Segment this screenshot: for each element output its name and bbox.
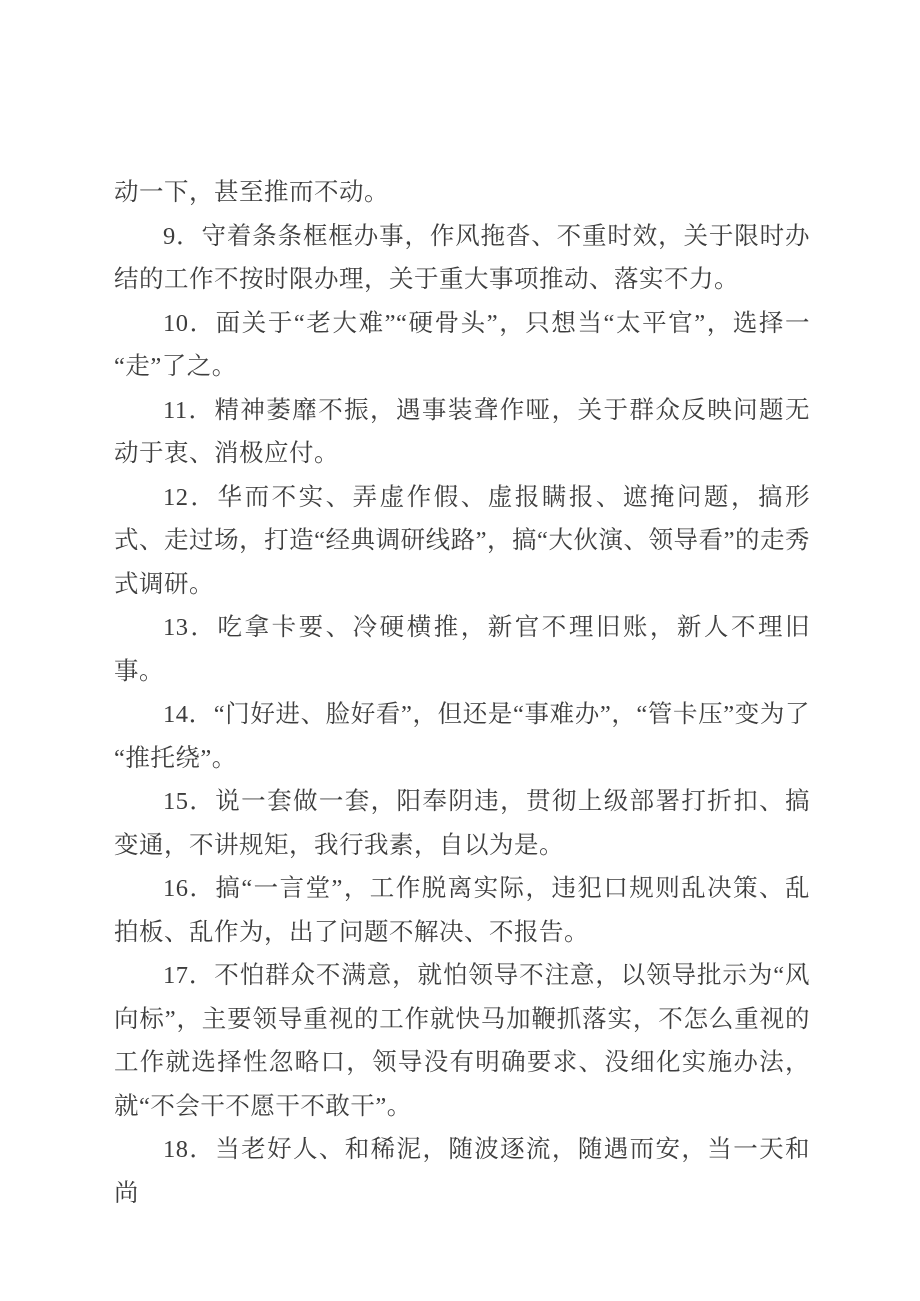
paragraph-item-11: 11．精神萎靡不振，遇事装聋作哑，关于群众反映问题无动于衷、消极应付。 (114, 396, 810, 467)
document-body (114, 171, 810, 1215)
paragraph-item-17: 17．不怕群众不满意，就怕领导不注意，以领导批示为“风向标”，主要领导重视的工作就快马加鞭抓落实，不怎么重视的工作就选择性忽略口，领导没有明确要求、没细化实施办法，就“不会干不愿干不敢干”。 (114, 962, 810, 1120)
paragraph-item-15: 15．说一套做一套，阳奉阴违，贯彻上级部署打折扣、搞变通，不讲规矩，我行我素，自以为是。 (114, 788, 810, 859)
paragraph-item-13: 13．吃拿卡要、冷硬横推，新官不理旧账，新人不理旧事。 (114, 614, 810, 685)
paragraph-item-9: 9．守着条条框框办事，作风拖沓、不重时效，关于限时办结的工作不按时限办理，关于重大事项推动、落实不力。 (114, 222, 810, 293)
paragraph-item-12: 12．华而不实、弄虚作假、虚报瞒报、遮掩问题，搞形式、走过场，打造“经典调研线路”，搞“大伙演、领导看”的走秀式调研。 (114, 483, 810, 598)
paragraph-item-8-continuation: 动一下，甚至推而不动。 (114, 179, 389, 206)
paragraph-item-18: 18．当老好人、和稀泥，随波逐流，随遇而安，当一天和尚 (114, 1136, 810, 1207)
paragraph-item-14: 14．“门好进、脸好看”，但还是“事难办”，“管卡压”变为了“推托绕”。 (114, 701, 810, 772)
paragraph-item-16: 16．搞“一言堂”，工作脱离实际，违犯口规则乱决策、乱拍板、乱作为，出了问题不解决、不报告。 (114, 875, 810, 946)
paragraph-item-10: 10．面关于“老大难”“硬骨头”，只想当“太平官”，选择一“走”了之。 (114, 309, 810, 380)
